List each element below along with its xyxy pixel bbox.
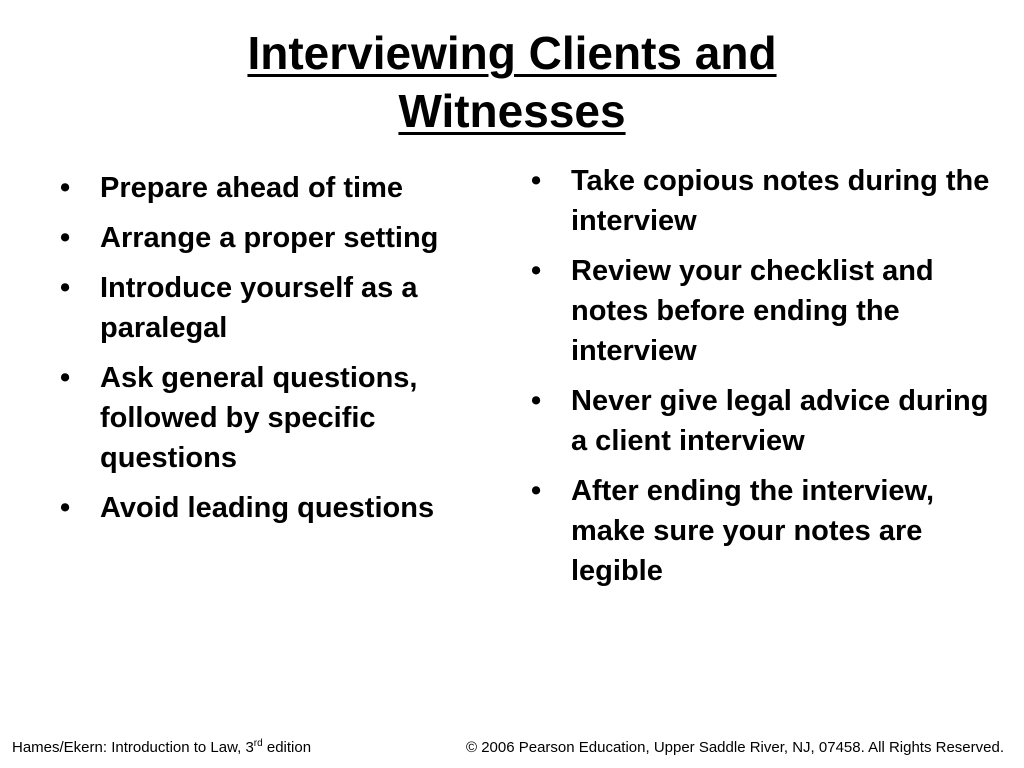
bullet-icon: • xyxy=(531,475,542,507)
bullet-text: Never give legal advice during a client interview xyxy=(571,385,989,457)
slide-title-line-2: Witnesses xyxy=(398,85,626,137)
bullet-text: Take copious notes during the interview xyxy=(571,165,990,237)
bullet-text: Ask general questions, followed by specific questions xyxy=(100,362,418,474)
bullet-icon: • xyxy=(531,385,542,417)
footer-citation-suffix: edition xyxy=(262,739,312,756)
bullet-icon: • xyxy=(60,272,71,304)
bullet-text: After ending the interview, make sure your notes are legible xyxy=(571,475,935,587)
bullet-icon: • xyxy=(531,165,542,197)
bullet-item xyxy=(531,251,1001,371)
bullet-text: Prepare ahead of time xyxy=(100,172,403,204)
bullet-item xyxy=(60,268,510,348)
bullet-text: Review your checklist and notes before ending the interview xyxy=(571,255,934,367)
bullet-item xyxy=(60,218,510,258)
bullet-item xyxy=(60,358,510,478)
bullet-item xyxy=(531,381,1001,461)
bullet-text: Avoid leading questions xyxy=(100,492,435,524)
bullet-text: Arrange a proper setting xyxy=(100,222,439,254)
footer-citation xyxy=(12,738,311,758)
bullet-icon: • xyxy=(60,362,71,394)
bullet-icon: • xyxy=(60,222,71,254)
slide-title xyxy=(0,24,1024,140)
footer-citation-superscript: rd xyxy=(253,738,263,749)
bullet-item xyxy=(531,161,1001,241)
bullet-item xyxy=(60,488,510,528)
left-bullet-list xyxy=(60,168,510,538)
bullet-text: Introduce yourself as a paralegal xyxy=(100,272,418,344)
bullet-icon: • xyxy=(60,172,71,204)
right-bullet-list xyxy=(531,161,1001,601)
slide-title-line-1: Interviewing Clients and xyxy=(247,27,777,79)
bullet-icon: • xyxy=(60,492,71,524)
bullet-item xyxy=(60,168,510,208)
bullet-icon: • xyxy=(531,255,542,287)
footer-citation-prefix: Hames/Ekern: Introduction to Law, 3 xyxy=(12,739,254,756)
footer-copyright: © 2006 Pearson Education, Upper Saddle River, NJ, 07458. All Rights Reserved. xyxy=(465,739,1004,756)
bullet-item xyxy=(531,471,1001,591)
